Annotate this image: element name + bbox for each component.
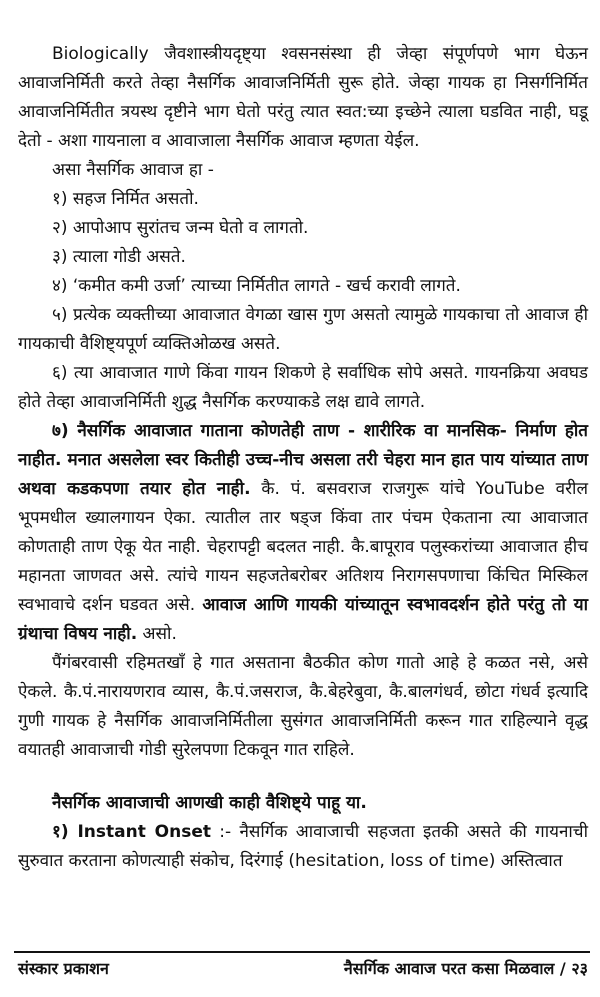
list-item-4: ४) ‘कमीत कमी उर्जा’ त्याच्या निर्मितीत लागते - खर्च करावी लागते. <box>52 276 461 296</box>
footer-publisher: संस्कार प्रकाशन <box>18 959 109 978</box>
list-item-5: ५) प्रत्येक व्यक्तीच्या आवाजात वेगळा खास गुण असतो त्यामुळे गायकाचा तो आवाज ही गायकाची वैशिष्ट्यपूर्ण व्यक्तिओळख असते. <box>18 305 588 354</box>
item7-bold-text-2: आवाज आणि गायकी यांच्यातून स्वभावदर्शन होते परंतु तो या ग्रंथाचा विषय नाही. <box>18 595 589 644</box>
page-body <box>18 40 588 876</box>
list-item-6: ६) त्या आवाजात गाणे किंवा गायन शिकणे हे सर्वाधिक सोपे असते. गायनक्रिया अवघड होते तेव्हा आवाजनिर्मिती शुद्ध नैसर्गिक करण्याकडे लक्ष द्यावे लागते. <box>18 363 588 412</box>
list-item-1: १) सहज निर्मित असतो. <box>52 189 199 209</box>
onset-paragraph <box>18 818 588 876</box>
list-item-3: ३) त्याला गोडी असते. <box>52 247 186 267</box>
item7-end: असो. <box>137 624 177 644</box>
list-intro: असा नैसर्गिक आवाज हा - <box>52 160 214 180</box>
list-item-7 <box>18 417 588 649</box>
page-footer <box>18 957 588 979</box>
onset-label: १) Instant Onset <box>52 822 211 842</box>
footer-rule <box>14 951 590 953</box>
section-subheading: नैसर्गिक आवाजाची आणखी काही वैशिष्ट्ये पाहू या. <box>52 793 367 813</box>
item7-text: कै. पं. बसवराज राजगुरू यांचे YouTube वरील भूपमधील ख्यालगायन ऐका. त्यातील तार षड्ज किंवा तार पंचम ऐकताना त्या आवाजात कोणताही ताण ऐकू येत नाही. चेहरापट्टी बदलत नाही. कै.बापूराव पलुस्करांच्या आवाजात हीच महानता जाणवत असे. त्यांचे गायन सहजतेबरोबर अतिशय निरागसपणाचा किंचित मिस्किल स्वभावाचे दर्शन घडवत असे. <box>18 479 588 615</box>
item7-bold-text: ७) नैसर्गिक आवाजात गाताना कोणतेही ताण - शारीरिक वा मानसिक- निर्माण होत नाहीत. मनात असलेला स्वर कितीही उच्च-नीच असला तरी चेहरा मान हात पाय यांच्यात ताण अथवा कडकपणा तयार होत नाही. <box>18 421 588 499</box>
footer-running-title: नैसर्गिक आवाज परत कसा मिळवाल / २३ <box>343 959 588 978</box>
rahimat-paragraph: पैंगंबरवासी रहिमतखाँ हे गात असताना बैठकीत कोण गातो आहे हे कळत नसे, असे ऐकले. कै.पं.नारायणराव व्यास, कै.पं.जसराज, कै.बेहरेबुवा, कै.बालगंधर्व, छोटा गंधर्व इत्यादि गुणी गायक हे नैसर्गिक आवाजनिर्मितीला सुसंगत आवाजनिर्मिती करून गात राहिल्याने वृद्ध वयातही आवाजाची गोडी सुरेलपणा टिकवून गात राहिले. <box>18 653 588 760</box>
intro-paragraph: Biologically जैवशास्त्रीयदृष्ट्या श्वसनसंस्था ही जेव्हा संपूर्णपणे भाग घेऊन आवाजनिर्मिती करते तेव्हा नैसर्गिक आवाजनिर्मिती सुरू होते. जेव्हा गायक हा निसर्गनिर्मित आवाजनिर्मितीत त्रयस्थ दृष्टीने भाग घेतो परंतु त्यात स्वत:च्या इच्छेने त्याला घडवित नाही, घडू देतो - अशा गायनाला व आवाजाला नैसर्गिक आवाज म्हणता येईल. <box>18 44 588 151</box>
onset-text: :- नैसर्गिक आवाजाची सहजता इतकी असते की गायनाची सुरुवात करताना कोणत्याही संकोच, दिरंगाई (hesitation, loss of time) अस्तित्वात <box>18 822 588 871</box>
list-item-2: २) आपोआप सुरांतच जन्म घेतो व लागतो. <box>52 218 309 238</box>
